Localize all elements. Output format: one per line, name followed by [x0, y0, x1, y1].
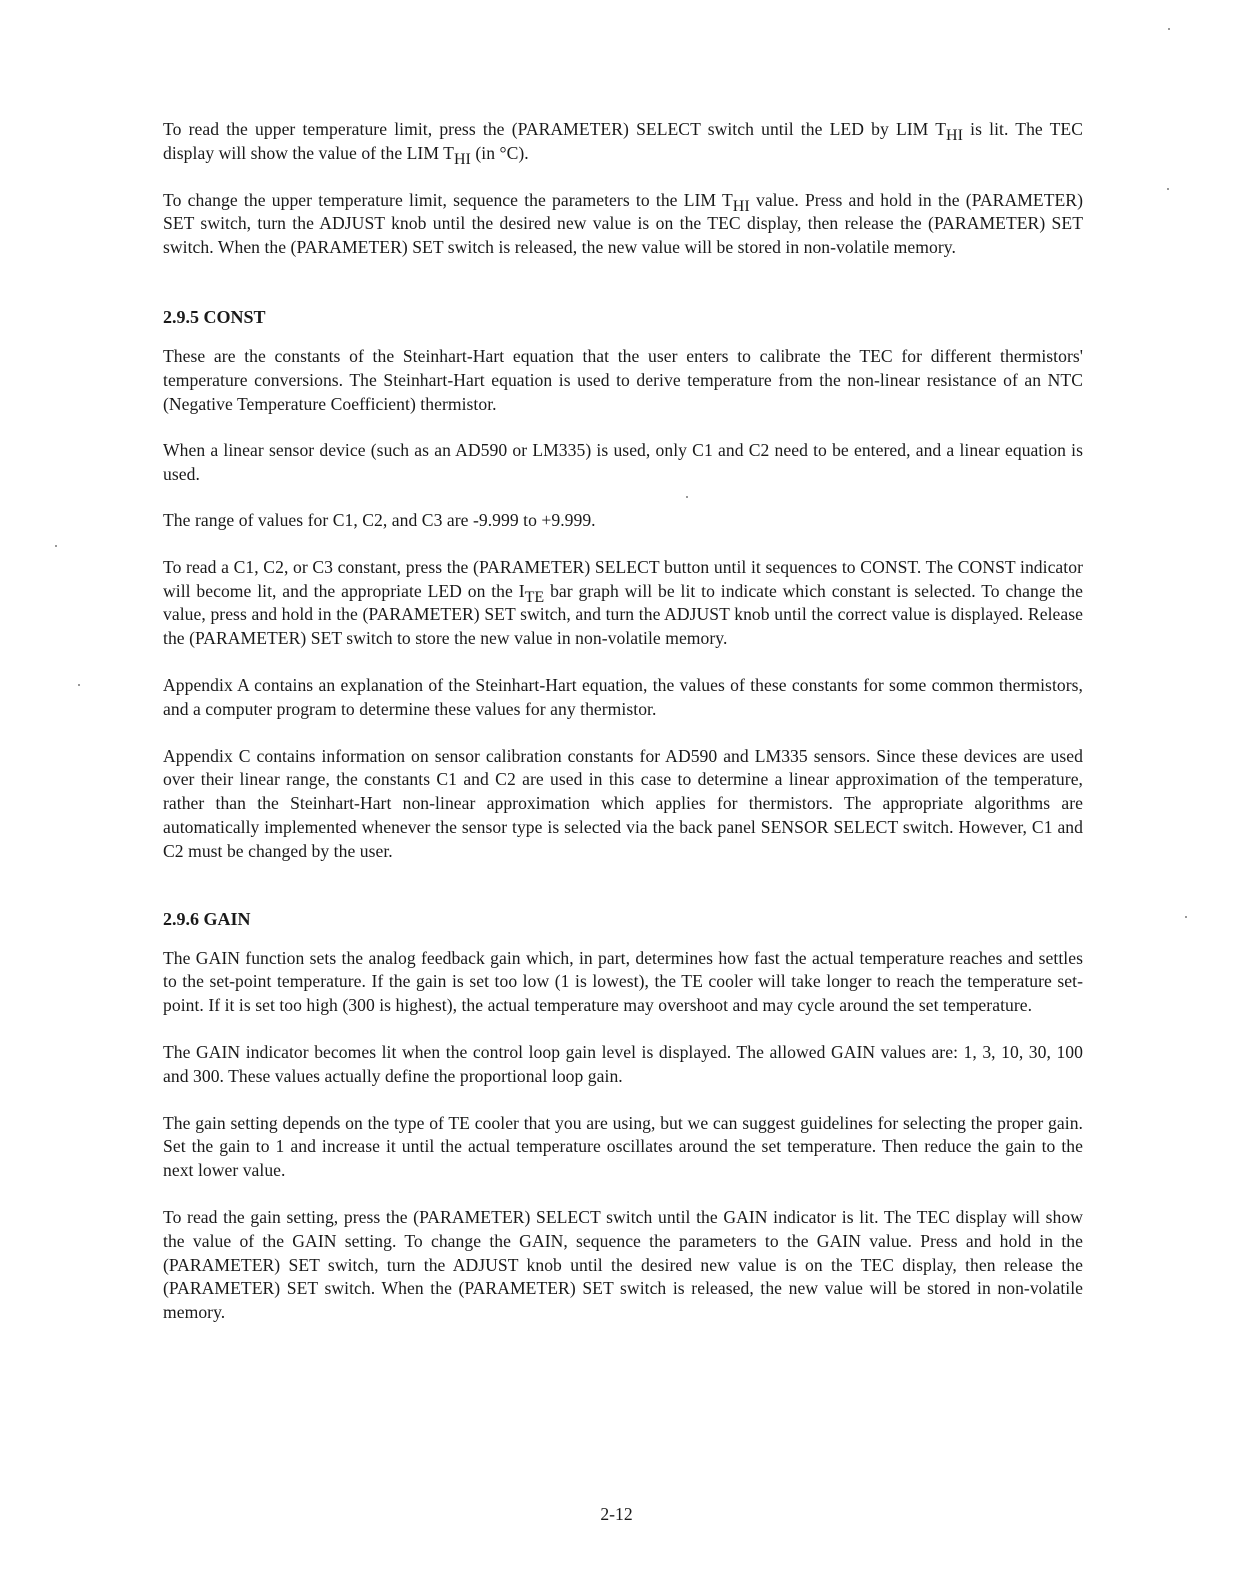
page-number: 2-12 — [600, 1504, 633, 1524]
paragraph-linear-sensor: When a linear sensor device (such as an AD590 or LM335) is used, only C1 and C2 need to be entered, and a linear equation is used. — [163, 440, 1083, 485]
section-heading-gain: 2.9.6 GAIN — [163, 908, 251, 929]
paragraph-gain-function: The GAIN function sets the analog feedback gain which, in part, determines how fast the actual temperature reaches and settles to the set-point temperature. If the gain is set too low (1 is lowest), the TE cooler will take longer to reach the temperature set-point. If it is set too high (300 is highest), the actual temperature may overshoot and may cycle around the set temperature. — [163, 947, 1083, 1016]
scan-speck — [1185, 916, 1187, 918]
scan-speck — [55, 545, 57, 547]
scan-speck — [1167, 188, 1169, 190]
paragraph-upper-limit-read: To read the upper temperature limit, press the (PARAMETER) SELECT switch until the LED by LIM $T_{HI}$ is lit. The TEC display will show the value of the LIM $T_{HI}$ (in °C). — [163, 119, 1083, 168]
document-body — [163, 118, 1083, 1325]
section-heading-const: 2.9.5 CONST — [163, 306, 266, 327]
paragraph-gain-guidelines: The gain setting depends on the type of TE cooler that you are using, but we can suggest guidelines for selecting the proper gain. Set the gain to 1 and increase it until the actual temperature oscillates around the set temperature. Then reduce the gain to the next lower value. — [163, 1112, 1083, 1181]
scan-speck — [1168, 28, 1170, 30]
scan-speck — [78, 684, 80, 686]
paragraph-const-intro: These are the constants of the Steinhart-Hart equation that the user enters to calibrate the TEC for different thermistors' temperature conversions. The Steinhart-Hart equation is used to derive temperature from the non-linear resistance of an NTC (Negative Temperature Coefficient) thermistor. — [163, 345, 1083, 414]
scan-speck — [686, 496, 688, 498]
paragraph-upper-limit-change: To change the upper temperature limit, sequence the parameters to the LIM $T_{HI}$ value. Press and hold in the (PARAMETER) SET switch, turn the ADJUST knob until the desired new value is on the TEC display, then release the (PARAMETER) SET switch. When the (PARAMETER) SET switch is released, the new value will be stored in non-volatile memory. — [163, 189, 1083, 258]
paragraph-gain-read: To read the gain setting, press the (PARAMETER) SELECT switch until the GAIN indicator is lit. The TEC display will show the value of the GAIN setting. To change the GAIN, sequence the parameters to the GAIN value. Press and hold in the (PARAMETER) SET switch, turn the ADJUST knob until the desired new value is on the TEC display, then release the (PARAMETER) SET switch. When the (PARAMETER) SET switch is released, the new value will be stored in non-volatile memory. — [163, 1206, 1083, 1323]
paragraph-gain-indicator: The GAIN indicator becomes lit when the control loop gain level is displayed. The allowed GAIN values are: 1, 3, 10, 30, 100 and 300. These values actually define the proportional loop gain. — [163, 1041, 1083, 1086]
paragraph-appendix-a: Appendix A contains an explanation of the Steinhart-Hart equation, the values of these constants for some common thermistors, and a computer program to determine these values for any thermistor. — [163, 674, 1083, 719]
paragraph-const-read: To read a C1, C2, or C3 constant, press the (PARAMETER) SELECT button until it sequences to CONST. The CONST indicator will become lit, and the appropriate LED on the $I_{TE}$ bar graph will be lit to indicate which constant is selected. To change the value, press and hold in the (PARAMETER) SET switch, and turn the ADJUST knob until the correct value is displayed. Release the (PARAMETER) SET switch to store the new value in non-volatile memory. — [163, 556, 1083, 649]
paragraph-appendix-c: Appendix C contains information on sensor calibration constants for AD590 and LM335 sensors. Since these devices are used over their linear range, the constants C1 and C2 are used in this case to determine a linear approximation of the temperature, rather than the Steinhart-Hart non-linear approximation which applies for thermistors. The appropriate algorithms are automatically implemented whenever the sensor type is selected via the back panel SENSOR SELECT switch. However, C1 and C2 must be changed by the user. — [163, 745, 1083, 861]
paragraph-const-range: The range of values for C1, C2, and C3 are -9.999 to +9.999. — [163, 509, 596, 530]
